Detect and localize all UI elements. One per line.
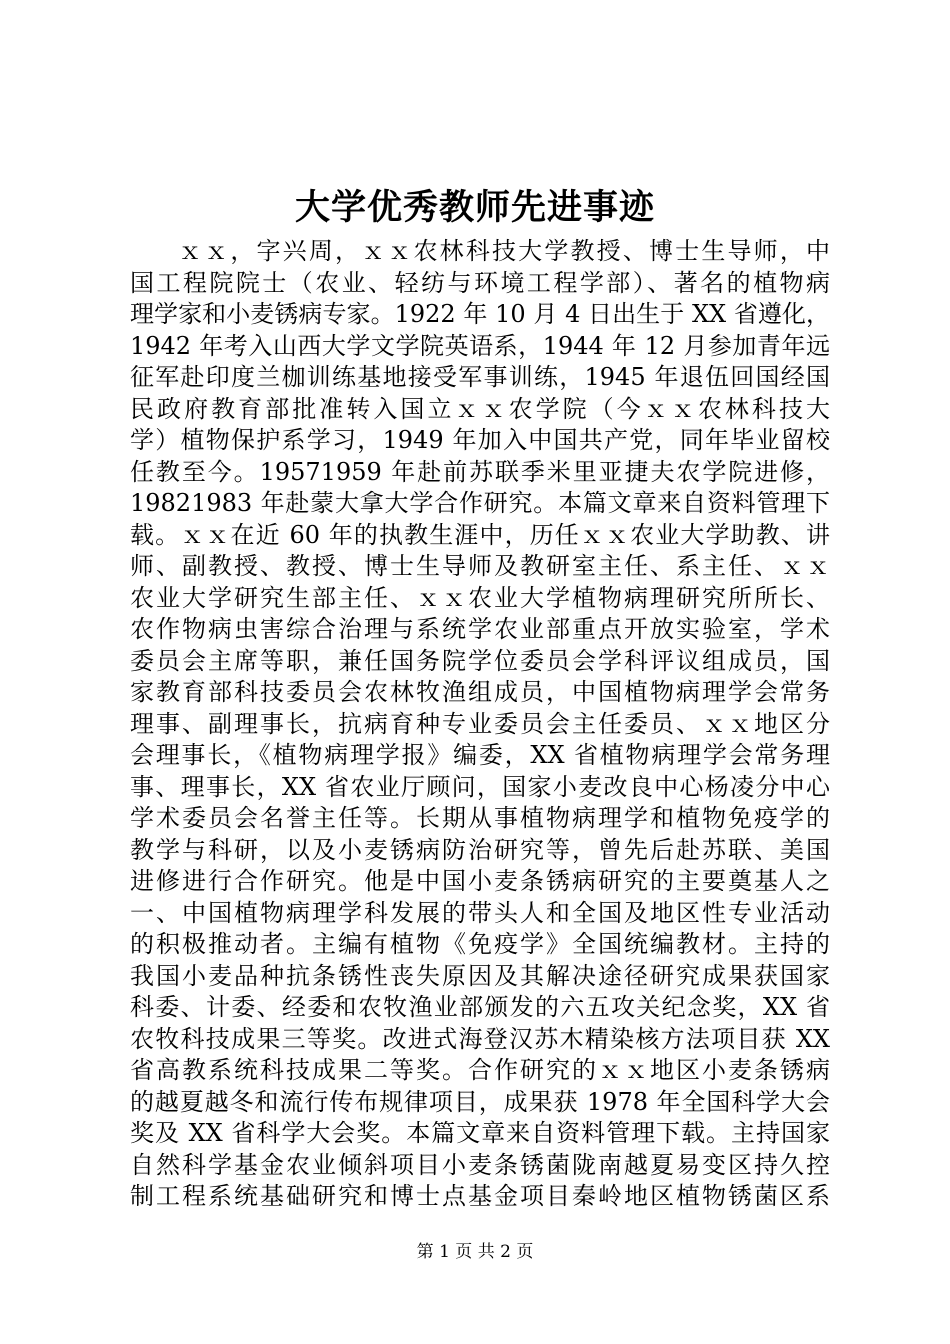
body-line: 的越夏越冬和流行传布规律项目，成果获 1978 年全国科学大会 [130,1087,830,1116]
body-line: 省高教系统科技成果二等奖。合作研究的ｘｘ地区小麦条锈病 [130,1056,830,1084]
body-line: 学）植物保护系学习，1949 年加入中国共产党，同年毕业留校 [130,426,830,454]
body-line: 进修进行合作研究。他是中国小麦条锈病研究的主要奠基人之 [130,867,830,895]
body-line: 1942 年考入山西大学文学院英语系，1944 年 12 月参加青年远 [130,331,830,360]
body-line: 的积极推动者。主编有植物《免疫学》全国统编教材。主持的 [130,930,830,958]
body-line: 19821983 年赴蒙大拿大学合作研究。本篇文章来自资料管理下 [130,489,830,517]
body-line: 师、副教授、教授、博士生导师及教研室主任、系主任、ｘｘ [130,552,830,580]
body-line: 载。ｘｘ在近 60 年的执教生涯中，历任ｘｘ农业大学助教、讲 [130,520,830,549]
document-title: 大学优秀教师先进事迹 [294,187,655,228]
body-line: 奖及 XX 省科学大会奖。本篇文章来自资料管理下载。主持国家 [130,1119,830,1147]
body-line: 科委、计委、经委和农牧渔业部颁发的六五攻关纪念奖，XX 省 [130,993,830,1021]
body-line: 任教至今。19571959 年赴前苏联季米里亚捷夫农学院进修， [130,457,830,486]
body-line: 会理事长，《植物病理学报》编委，XX 省植物病理学会常务理 [130,741,830,769]
body-line: 国工程院院士（农业、轻纺与环境工程学部）、著名的植物病 [130,268,830,297]
body-line: 自然科学基金农业倾斜项目小麦条锈菌陇南越夏易变区持久控 [130,1150,830,1179]
document-body [130,236,830,1213]
body-line: 事、理事长，XX 省农业厅顾问，国家小麦改良中心杨凌分中心 [130,772,830,801]
body-line: 理学家和小麦锈病专家。1922 年 10 月 4 日出生于 XX 省遵化， [130,300,830,328]
body-line: 理事、副理事长，抗病育种专业委员会主任委员、ｘｘ地区分 [130,709,830,738]
page-footer: 第 1 页 共 2 页 [416,1242,534,1262]
body-line: 一、中国植物病理学科发展的带头人和全国及地区性专业活动 [130,898,830,927]
body-line: 家教育部科技委员会农林牧渔组成员，中国植物病理学会常务 [130,678,830,706]
body-line: 教学与科研，以及小麦锈病防治研究等，曾先后赴苏联、美国 [130,835,830,864]
body-line: 农业大学研究生部主任、ｘｘ农业大学植物病理研究所所长、 [130,583,830,612]
body-line: 学术委员会名誉主任等。长期从事植物病理学和植物免疫学的 [130,804,830,832]
body-line: 农牧科技成果三等奖。改进式海登汉苏木精染核方法项目获 XX [130,1024,830,1053]
body-line: 我国小麦品种抗条锈性丧失原因及其解决途径研究成果获国家 [130,961,830,990]
body-line: 征军赴印度兰枷训练基地接受军事训练，1945 年退伍回国经国 [130,363,830,391]
body-line: ｘｘ，字兴周，ｘｘ农林科技大学教授、博士生导师，中 [178,237,830,265]
body-line: 民政府教育部批准转入国立ｘｘ农学院（今ｘｘ农林科技大 [130,394,830,423]
body-line: 委员会主席等职，兼任国务院学位委员会学科评议组成员，国 [130,646,830,675]
body-line: 制工程系统基础研究和博士点基金项目秦岭地区植物锈菌区系 [130,1182,830,1210]
body-line: 农作物病虫害综合治理与系统学农业部重点开放实验室，学术 [130,615,830,643]
